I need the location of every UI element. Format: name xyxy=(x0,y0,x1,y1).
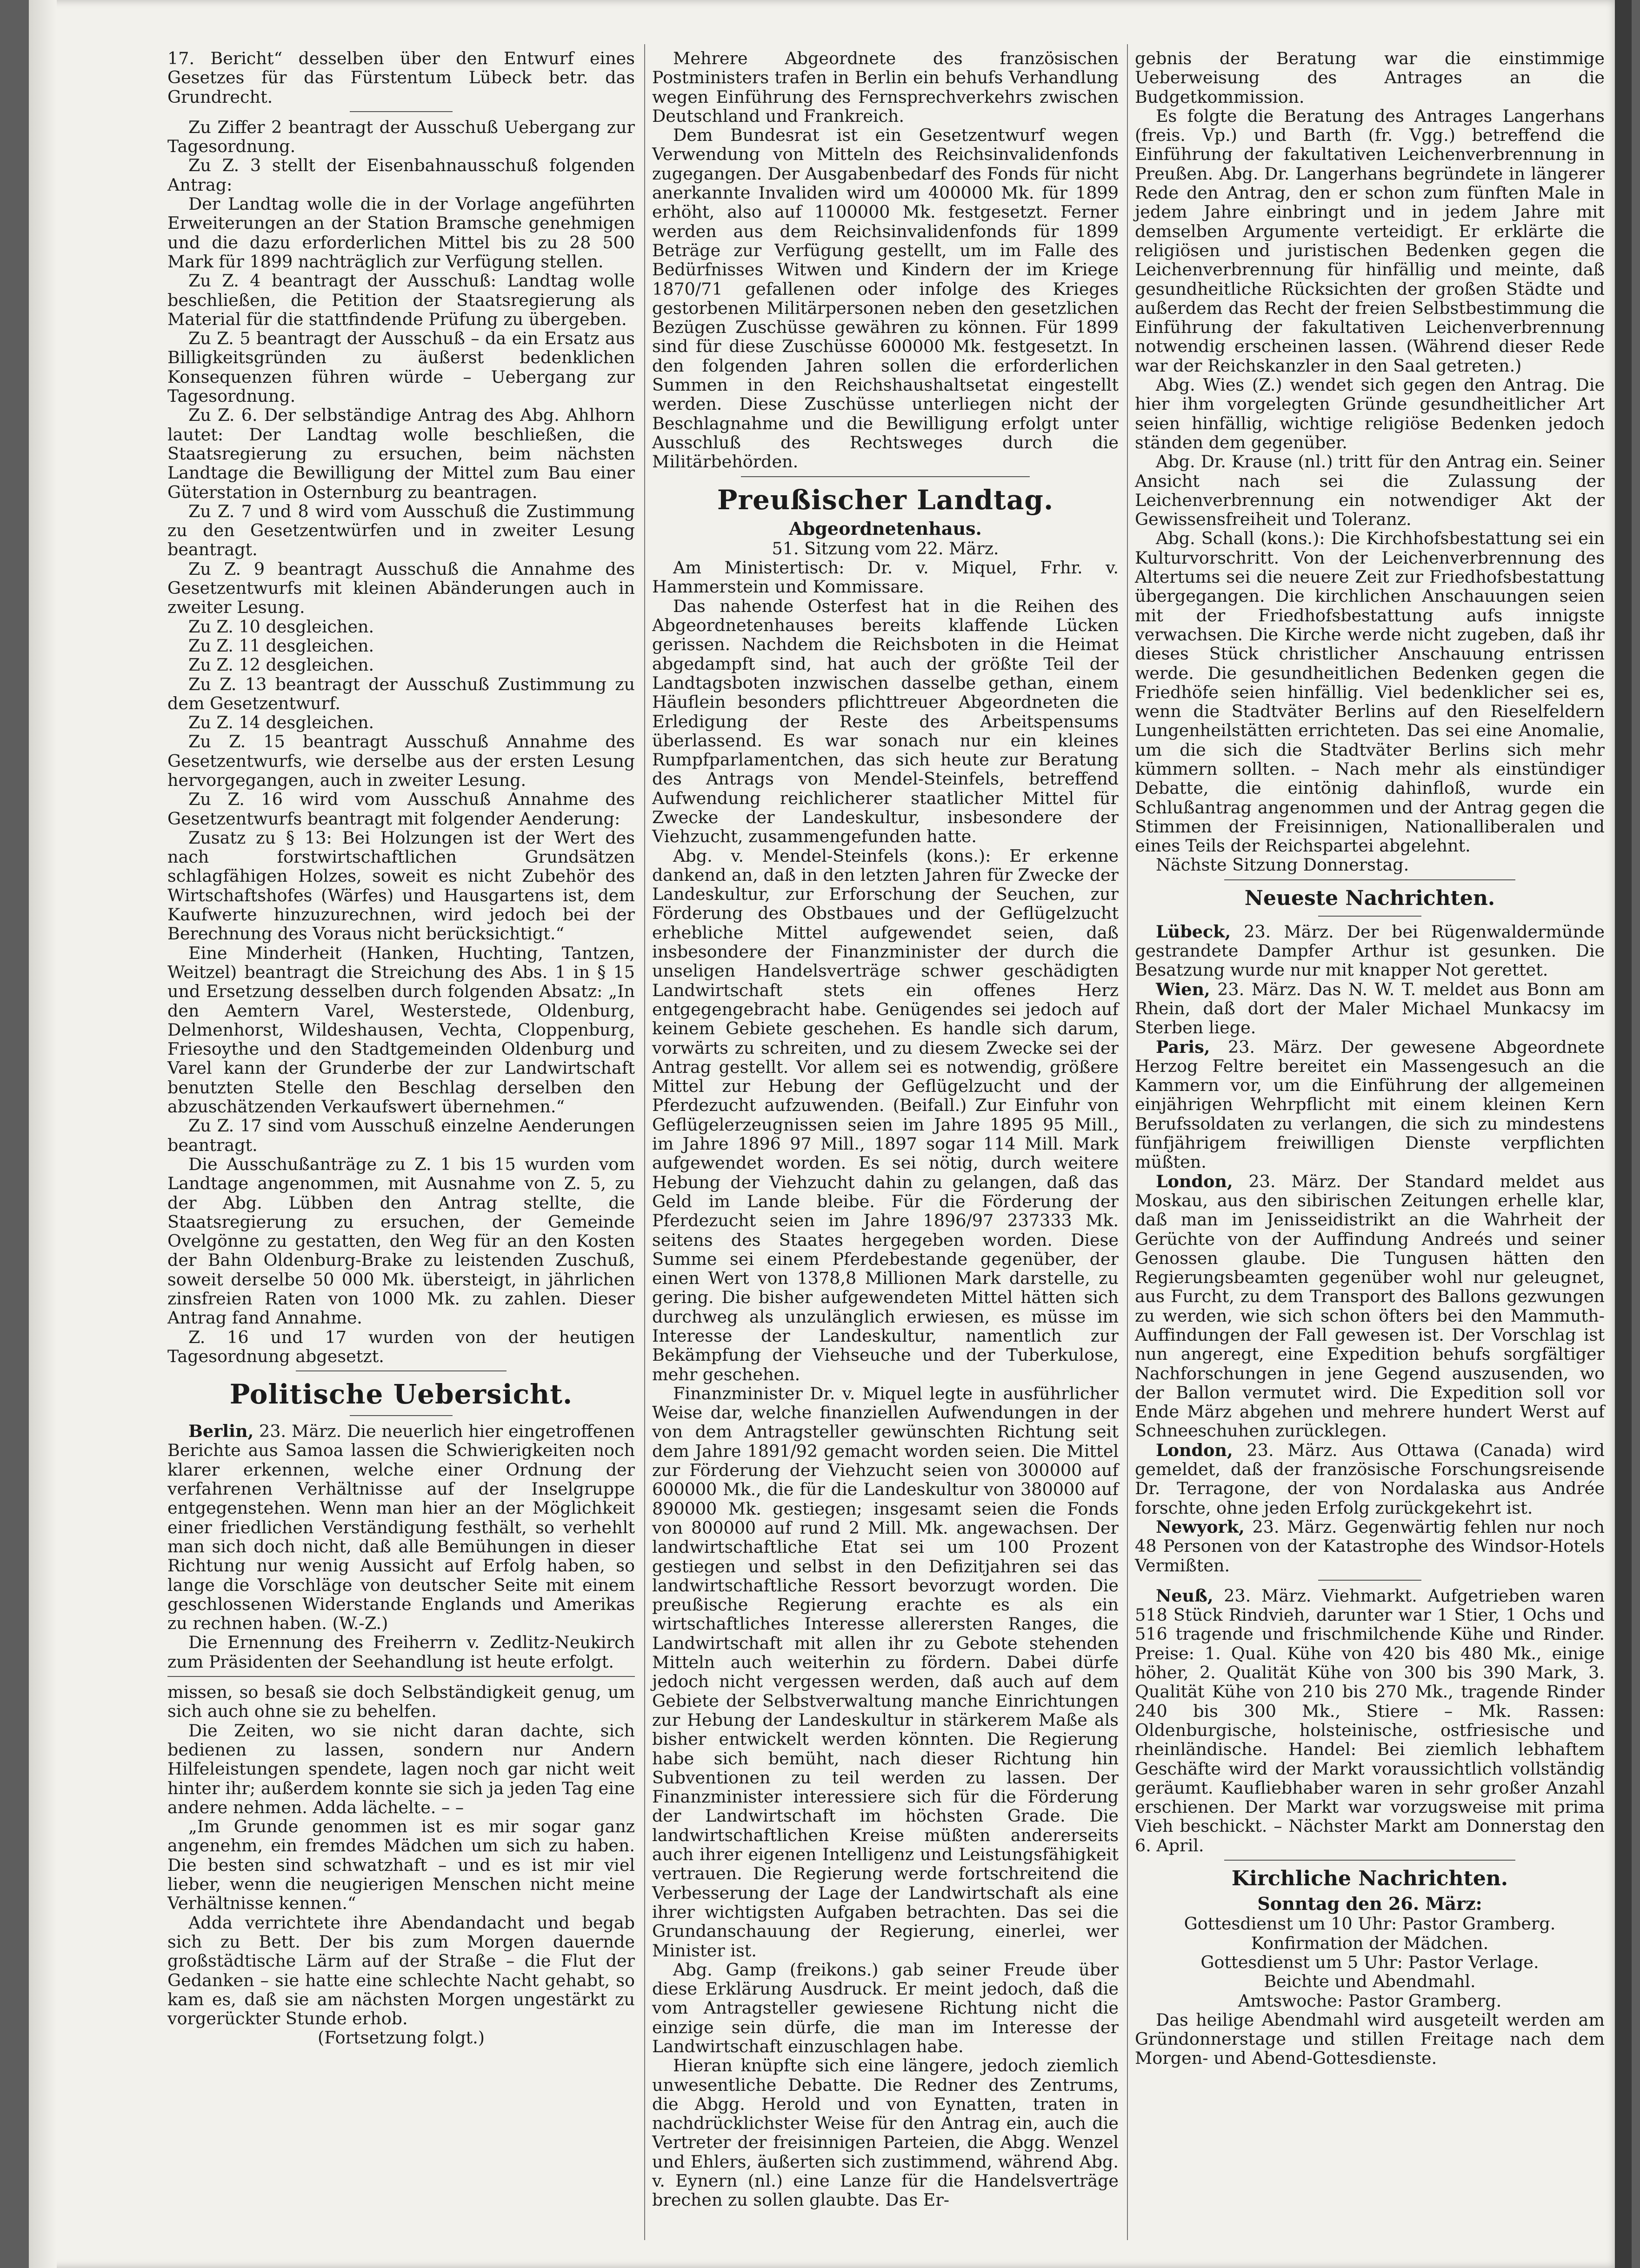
column-rule xyxy=(1127,44,1128,2240)
paragraph: Zu Z. 17 sind vom Ausschuß einzelne Aenderungen beantragt. xyxy=(167,1116,635,1155)
dateline: Wien, xyxy=(1156,979,1210,999)
paragraph: 23. März. Die neuerlich hier eingetroffenen Berichte aus Samoa lassen die Schwierigkeiten noch klarer erkennen, welche einer Ordnung der verfahrenen Verhältnisse auf der Inselgruppe entgegenstehen. Wenn man hier an der Möglichkeit einer friedlichen Verständigung festhält, so verhehlt man sich doch nicht, daß alle Bemühungen in dieser Richtung nur wenig Aussicht auf Erfolg haben, so lange die Vorschläge von deutscher Seite mit einem geschlossenen Widerstande Englands und Amerikas zu rechnen haben. (W.-Z.) xyxy=(167,1421,635,1634)
column-2 xyxy=(652,49,1119,2210)
church-line: Das heilige Abendmahl wird ausgeteilt werden am Gründonnerstage und stillen Freitage nach dem Morgen- und Abend-Gottesdienste. xyxy=(1135,2009,1605,2068)
column-3 xyxy=(1135,49,1605,2068)
paragraph: Finanzminister Dr. v. Miquel legte in ausführlicher Weise dar, welche finanziellen Aufwendungen in der von dem Antragsteller gewünschten Richtung seit dem Jahre 1891/92 gemacht worden seien. Die Mittel zur Förderung der Viehzucht seien von 300000 auf 600000 Mk., die für die Landeskultur von 380000 auf 890000 Mk. gestiegen; insgesamt seien die Fonds von 800000 auf rund 2 Mill. Mk. angewachsen. Der landwirtschaftliche Etat sei um 100 Prozent gestiegen und selbst in den Defizitjahren sei das landwirtschaftliche Ressort bevorzugt worden. Die preußische Regierung erachte es als ein wirtschaftliches Interesse allerersten Ranges, die Landwirtschaft mit allen ihr zu Gebote stehenden Mitteln auch weiterhin zu fördern. Dabei dürfe jedoch nicht vergessen werden, daß auch auf dem Gebiete der Selbstverwaltung manche Einrichtungen zur Hebung der Landeskultur in stärkerem Maße als bisher entwickelt werden könnten. Die Regierung habe sich bemüht, nach dieser Richtung hin Subventionen zu teil werden zu lassen. Der Finanzminister interessiere sich für die Förderung der Landwirtschaft im höchsten Grade. Die landwirtschaftlichen Kreise müßten andererseits auch ihrer eigenen Intelligenz und Leistungsfähigkeit vertrauen. Die Regierung werde fortschreitend die Verbesserung der Lage der Landwirtschaft als eine ihrer wichtigsten Aufgaben betrachten. Das sei die Grundanschauung der Regierung, einerlei, wer Minister ist. xyxy=(652,1383,1119,1961)
paragraph: Zu Z. 9 beantragt Ausschuß die Annahme des Gesetzentwurfs mit kleinen Abänderungen auch in zweiter Lesung. xyxy=(167,559,635,618)
dateline: Berlin, xyxy=(188,1421,254,1442)
paragraph: Die Ernennung des Freiherrn v. Zedlitz-Neukirch zum Präsidenten der Seehandlung ist heute erfolgt. xyxy=(167,1632,635,1672)
separator xyxy=(1318,1580,1421,1581)
section-heading-church: Kirchliche Nachrichten. xyxy=(1231,1867,1508,1891)
separator xyxy=(167,1676,635,1677)
news-item: 23. März. Aus Ottawa (Canada) wird gemeldet, daß der französische Forschungsreisende Dr. Terragone, der von Nordalaska aus Andrée forschte, ohne jeden Erfolg zurückgekehrt ist. xyxy=(1135,1440,1605,1518)
church-line: Gottesdienst um 5 Uhr: Pastor Verlage. xyxy=(1200,1952,1539,1972)
column-rule xyxy=(644,44,645,2240)
paragraph: Zusatz zu § 13: Bei Holzungen ist der Wert des nach forstwirtschaftlichen Grundsätzen schlagfähigen Holzes, soweit es nicht Zubehör des Wirtschaftshofes (Wärfes) und Hausgartens ist, dem Kaufwerte hinzuzurechnen, wird jedoch bei der Berechnung des Voraus nicht berücksichtigt.“ xyxy=(167,827,635,944)
church-line: Amtswoche: Pastor Gramberg. xyxy=(1238,1990,1502,2011)
paragraph: Nächste Sitzung Donnerstag. xyxy=(1156,855,1409,875)
paragraph: Abg. v. Mendel-Steinfels (kons.): Er erkenne dankend an, daß in den letzten Jahren für Zwecke der Landeskultur, zur Erforschung der Seuchen, zur Förderung des Obstbaues und der Geflügelzucht erhebliche Mittel aufgewendet seien, daß insbesondere der Finanzminister der durch die unseligen Handelsverträge schwer geschädigten Landwirtschaft stets ein offenes Herz entgegengebracht habe. Genügendes sei jedoch auf keinem Gebiete geschehen. Es handle sich darum, vorwärts zu schreiten, und zu diesem Zwecke sei der Antrag gestellt. Vor allem sei es notwendig, größere Mittel zur Hebung der Geflügelzucht und der Pferdezucht aufzuwenden. (Beifall.) Zur Einfuhr von Geflügelerzeugnissen seien im Jahre 1895 95 Mill., im Jahre 1896 97 Mill., 1897 sogar 114 Mill. Mark aufgewendet worden. Es sei nötig, durch weitere Hebung der Viehzucht dahin zu gelangen, daß das Geld im Lande bleibe. Für die Förderung der Pferdezucht seien im Jahre 1896/97 237333 Mk. seitens des Staates hergegeben worden. Diese Summe sei einem Pferdebestande gegenüber, der einen Wert von 1378,8 Millionen Mark darstelle, zu gering. Die bisher aufgewendeten Mittel hätten sich durchweg als unzulänglich erwiesen, es müsse im Interesse der Landeskultur, namentlich zur Bekämpfung der Viehseuche und der Tuberkulose, mehr geschehen. xyxy=(652,845,1119,1384)
paragraph: Zu Z. 5 beantragt der Ausschuß – da ein Ersatz aus Billigkeitsgründen zu äußerst bedenklichen Konsequenzen führen würde – Uebergang zur Tagesordnung. xyxy=(167,328,635,406)
news-item: 23. März. Viehmarkt. Aufgetrieben waren 518 Stück Rindvieh, darunter war 1 Stier, 1 Ochs und 516 tragende und frischmilchende Kühe und Rinder. Preise: 1. Qual. Kühe von 420 bis 480 Mk., einige höher, 2. Qualität Kühe von 300 bis 390 Mark, 3. Qualität Kühe von 210 bis 270 Mk., tragende Rinder 240 bis 300 Mk., Stiere – Mk. Rassen: Oldenburgische, holsteinische, ostfriesische und rheinländische. Handel: Bei ziemlich lebhaftem Geschäfte wird der Markt voraussichtlich vollständig geräumt. Kaufliebhaber waren in sehr großer Anzahl erschienen. Der Markt war vorzugsweise mit prima Vieh beschickt. – Nächster Markt am Donnerstag den 6. April. xyxy=(1135,1585,1605,1856)
paragraph: gebnis der Beratung war die einstimmige Ueberweisung des Antrages an die Budgetkommission. xyxy=(1135,48,1605,107)
paragraph: Abg. Gamp (freikons.) gab seiner Freude über diese Erklärung Ausdruck. Er meint jedoch, daß die vom Antragsteller gewiesene Richtung nicht die einzige sein dürfe, die man im Interesse der Landwirtschaft einzuschlagen habe. xyxy=(652,1959,1119,2056)
paragraph: Zu Z. 4 beantragt der Ausschuß: Landtag wolle beschließen, die Petition der Staatsregierung als Material für die stattfindende Prüfung zu übergeben. xyxy=(167,271,635,329)
separator xyxy=(1318,916,1421,917)
paragraph: Z. 16 und 17 wurden von der heutigen Tagesordnung abgesetzt. xyxy=(167,1327,635,1366)
paragraph: Zu Ziffer 2 beantragt der Ausschuß Uebergang zur Tagesordnung. xyxy=(167,117,635,157)
paragraph: Zu Z. 13 beantragt der Ausschuß Zustimmung zu dem Gesetzentwurf. xyxy=(167,674,635,713)
news-item: 23. März. Der bei Rügenwaldermünde gestrandete Dampfer Arthur ist gesunken. Die Besatzung wurde nur mit knapper Not gerettet. xyxy=(1135,921,1605,980)
session-line: 51. Sitzung vom 22. März. xyxy=(772,538,999,559)
paragraph: Es folgte die Beratung des Antrages Langerhans (freis. Vp.) und Barth (fr. Vgg.) betreffend die Einführung der fakultativen Leichenverbrennung in Preußen. Abg. Dr. Langerhans begründete in längerer Rede den Antrag, den er schon zum fünften Male in jedem Jahre einbringt und in jedem Jahre mit demselben Argumente verteidigt. Er erklärte die religiösen und juristischen Bedenken gegen die Leichenverbrennung für hinfällig und meinte, daß gesundheitliche Rücksichten der großen Städte und außerdem das Recht der freien Selbstbestimmung die Einführung der fakultativen Leichenverbrennung notwendig erscheinen lassen. (Während dieser Rede war der Reichskanzler in den Saal getreten.) xyxy=(1135,106,1605,376)
news-item: 23. März. Der gewesene Abgeordnete Herzog Feltre bereitet ein Massengesuch an die Kammern vor, um die Einführung der allgemeinen einjährigen Wehrpflicht mit einem kleinen Kern Berufssoldaten zu verlangen, die sich zu mindestens fünfjährigem freiwilligen Dienste verpflichten müßten. xyxy=(1135,1037,1605,1172)
paragraph: Der Landtag wolle die in der Vorlage angeführten Erweiterungen an der Station Bramsche genehmigen und die dazu erforderlichen Mittel bis zu 28 500 Mark für 1899 nachträglich zur Verfügung stellen. xyxy=(167,194,635,272)
paragraph: Zu Z. 6. Der selbständige Antrag des Abg. Ahlhorn lautet: Der Landtag wolle beschließen, die Staatsregierung zu ersuchen, beim nächsten Landtage die Bewilligung der Mittel zum Bau einer Güterstation in Osternburg zu beantragen. xyxy=(167,405,635,502)
dateline: London, xyxy=(1156,1440,1233,1460)
separator xyxy=(741,476,1030,477)
paragraph: Zu Z. 11 desgleichen. xyxy=(188,635,374,656)
paragraph: Abg. Wies (Z.) wendet sich gegen den Antrag. Die hier ihm vorgelegten Gründe gesundheitlicher Art seien hinfällig, wichtige religiöse Bedenken jedoch ständen dem gegenüber. xyxy=(1135,375,1605,452)
paragraph: Zu Z. 12 desgleichen. xyxy=(188,655,374,675)
paragraph: Am Ministertisch: Dr. v. Miquel, Frhr. v. Hammerstein und Kommissare. xyxy=(652,558,1119,597)
paragraph: Mehrere Abgeordnete des französischen Postministers trafen in Berlin ein behufs Verhandlung wegen Einführung des Fernsprechverkehrs zwischen Deutschland und Frankreich. xyxy=(652,48,1119,126)
paragraph: Zu Z. 15 beantragt Ausschuß Annahme des Gesetzentwurfs, wie derselbe aus der ersten Lesung hervorgegangen, auch in zweiter Lesung. xyxy=(167,732,635,790)
story-paragraph: Adda verrichtete ihre Abendandacht und begab sich zu Bett. Der bis zum Morgen dauernde großstädtische Lärm auf der Straße – die Flut der Gedanken – sie hatte eine schlechte Nacht gehabt, so kam es, daß sie am nächsten Morgen ungestärkt zu vorgerückter Stunde erhob. xyxy=(167,1912,635,2029)
paragraph: Die Ausschußanträge zu Z. 1 bis 15 wurden vom Landtage angenommen, mit Ausnahme von Z. 5, zu der Abg. Lübben den Antrag stellte, die Staatsregierung zu ersuchen, der Gemeinde Ovelgönne zu gestatten, den Weg für an den Kosten der Bahn Oldenburg-Brake zu leistenden Zuschuß, soweit derselbe 50 000 Mk. übersteigt, in jährlichen zinsfreien Raten von 1000 Mk. zu zahlen. Dieser Antrag fand Annahme. xyxy=(167,1154,635,1328)
paragraph: Dem Bundesrat ist ein Gesetzentwurf wegen Verwendung von Mitteln des Reichsinvalidenfonds zugegangen. Der Ausgabenbedarf des Fonds für nicht anerkannte Invaliden wird um 400000 Mk. für 1899 erhöht, also auf 1100000 Mk. festgesetzt. Ferner werden aus dem Reichsinvalidenfonds für 1899 Beträge zur Verfügung gestellt, um im Falle des Bedürfnisses Witwen und Kindern der im Kriege 1870/71 gefallenen oder infolge des Krieges gestorbenen Militärpersonen neben den gesetzlichen Bezügen Zuschüsse gewähren zu können. Für 1899 sind für diese Zuschüsse 600000 Mk. festgesetzt. In den folgenden Jahren sollen die erforderlichen Summen in den Reichshaushaltsetat eingestellt werden. Diese Zuschüsse unterliegen nicht der Beschlagnahme und die Bewilligung erfolgt unter Ausschluß des Rechtsweges durch die Militärbehörden. xyxy=(652,125,1119,472)
paragraph: Hieran knüpfte sich eine längere, jedoch ziemlich unwesentliche Debatte. Die Redner des Zentrums, die Abgg. Herold und von Eynatten, traten in nachdrücklichster Weise für den Antrag ein, auch die Vertreter der freisinnigen Parteien, die Abgg. Wenzel und Ehlers, äußerten sich zustimmend, während Abg. v. Eynern (nl.) eine Lanze für die Handelsverträge brechen zu sollen glaubte. Das Er- xyxy=(652,2055,1119,2210)
paragraph: 17. Bericht“ desselben über den Entwurf eines Gesetzes für das Fürstentum Lübeck betr. das Grundrecht. xyxy=(167,48,635,107)
separator xyxy=(1224,1860,1515,1861)
paragraph: Das nahende Osterfest hat in die Reihen des Abgeordnetenhauses bereits klaffende Lücken gerissen. Nachdem die Reichsboten in die Heimat abgedampft sind, hat auch der größte Teil der Landtagsboten inzwischen dasselbe gethan, einem Häuflein besonders pflichttreuer Abgeordneten die Erledigung der Reste des Arbeitspensums überlassend. Es war sonach nur ein kleines Rumpfparlamentchen, das sich heute zur Beratung des Antrags von Mendel-Steinfels, betreffend Aufwendung reichlicherer staatlicher Mittel für Zwecke der Landeskultur, insbesondere der Viehzucht, zusammengefunden hatte. xyxy=(652,596,1119,847)
subheading: Abgeordnetenhaus. xyxy=(789,518,982,539)
viewer-scrollbar[interactable] xyxy=(1615,0,1632,2268)
paragraph: Zu Z. 10 desgleichen. xyxy=(188,616,374,637)
separator xyxy=(1224,879,1515,880)
story-paragraph: Die Zeiten, wo sie nicht daran dachte, sich bedienen zu lassen, sondern nur Andern Hilfeleistungen spendete, lagen noch gar nicht weit hinter ihr; außerdem konnte sie sich ja jeden Tag eine andere nehmen. Adda lächelte. – – xyxy=(167,1720,635,1817)
dateline: London, xyxy=(1156,1171,1233,1191)
dateline: Neuß, xyxy=(1156,1585,1213,1606)
news-item: 23. März. Gegenwärtig fehlen nur noch 48 Personen von der Katastrophe des Windsor-Hotels Vermißten. xyxy=(1135,1516,1605,1576)
section-heading-landtag: Preußischer Landtag. xyxy=(717,484,1054,516)
paragraph: Abg. Schall (kons.): Die Kirchhofsbestattung sei ein Kulturvorschritt. Von der Leichenverbrennung des Altertums sei die neuere Zeit zur Friedhofsbestattung übergegangen. Die kirchlichen Anschauungen seien mit der Friedhofsbestattung aufs innigste verwachsen. Die Kirche werde nicht zugeben, daß ihr dieses Stück christlicher Anschauung entrissen werde. Die gesundheitlichen Bedenken gegen die Friedhöfe seien hinfällig. Viel bedenklicher sei es, wenn die Stadtväter Berlins auf den Rieselfeldern Lungenheilstätten errichteten. Das sei eine Anomalie, um die sich die Stadtväter Berlins sich mehr kümmern sollten. – Nach mehr als einstündiger Debatte, die eintönig dahinfloß, wurde ein Schlußantrag angenommen und der Antrag gegen die Stimmen der Freisinnigen, Nationalliberalen und eines Teils der Reichspartei abgelehnt. xyxy=(1135,528,1605,856)
separator xyxy=(296,1370,506,1371)
continuation-note: (Fortsetzung folgt.) xyxy=(318,2028,485,2048)
dateline: Paris, xyxy=(1156,1037,1210,1057)
paragraph: Abg. Dr. Krause (nl.) tritt für den Antrag ein. Seiner Ansicht nach sei die Zulassung der Leichenverbrennung ein notwendiger Akt der Gewissensfreiheit und Toleranz. xyxy=(1135,452,1605,530)
paragraph: Zu Z. 3 stellt der Eisenbahnausschuß folgenden Antrag: xyxy=(167,155,635,195)
column-1 xyxy=(167,49,635,2048)
page-gutter xyxy=(29,0,57,2268)
paragraph: Zu Z. 14 desgleichen. xyxy=(188,712,374,733)
section-heading-news: Neueste Nachrichten. xyxy=(1244,886,1495,910)
dateline: Newyork, xyxy=(1156,1516,1245,1537)
church-line: Gottesdienst um 10 Uhr: Pastor Gramberg. xyxy=(1184,1914,1556,1934)
dateline: Lübeck, xyxy=(1156,921,1231,942)
church-line: Konfirmation der Mädchen. xyxy=(1251,1933,1489,1953)
story-paragraph: „Im Grunde genommen ist es mir sogar ganz angenehm, ein fremdes Mädchen um sich zu haben. Die besten sind schwatzhaft – und es ist mir viel lieber, wenn die neugierigen Menschen nicht meine Verhältnisse kennen.“ xyxy=(167,1816,635,1914)
paragraph: Zu Z. 16 wird vom Ausschuß Annahme des Gesetzentwurfs beantragt mit folgender Aenderung: xyxy=(167,789,635,829)
paragraph: Zu Z. 7 und 8 wird vom Ausschuß die Zustimmung zu den Gesetzentwürfen und in zweiter Lesung beantragt. xyxy=(167,501,635,560)
separator xyxy=(350,111,453,112)
subheading: Sonntag den 26. März: xyxy=(1257,1893,1482,1915)
news-item: 23. März. Das N. W. T. meldet aus Bonn am Rhein, daß dort der Maler Michael Munkacsy im Sterben liege. xyxy=(1135,979,1605,1038)
news-item: 23. März. Der Standard meldet aus Moskau, aus den sibirischen Zeitungen erhelle klar, daß man im Jenisseidistrikt an die Wahrheit der Gerüchte von der Auffindung Andreés und seiner Genossen glaube. Die Tungusen hätten den Regierungsbeamten gegenüber wohl nur geleugnet, aus Furcht, zu dem Transport des Ballons gezwungen zu werden, wie sich schon öfters bei den Mammuth-Auffindungen der Fall gewesen ist. Der Vorschlag ist nun angeregt, eine Expedition behufs sorgfältiger Nachforschungen in jene Gegend auszusenden, wo der Ballon vermutet wird. Die Expedition soll vor Ende März abgehen und mehrere hundert Werst auf Schneeschuhen zurücklegen. xyxy=(1135,1171,1605,1441)
story-paragraph: missen, so besaß sie doch Selbständigkeit genug, um sich auch ohne sie zu behelfen. xyxy=(167,1682,635,1722)
separator xyxy=(350,1415,453,1416)
church-line: Beichte und Abendmahl. xyxy=(1264,1971,1476,1992)
section-heading-political: Politische Uebersicht. xyxy=(229,1378,573,1410)
paragraph: Eine Minderheit (Hanken, Huchting, Tantzen, Weitzel) beantragt die Streichung des Abs. 1 in § 15 und Ersetzung desselben durch folgenden Absatz: „In den Aemtern Varel, Westerstede, Oldenburg, Delmenhorst, Wildeshausen, Vechta, Cloppenburg, Friesoythe und den Stadtgemeinden Oldenburg und Varel kann der Grunderbe der zur Landwirtschaft benutzten Stelle den Beschlag derselben den abzuschätzenden Verkaufswert übernehmen.“ xyxy=(167,943,635,1117)
